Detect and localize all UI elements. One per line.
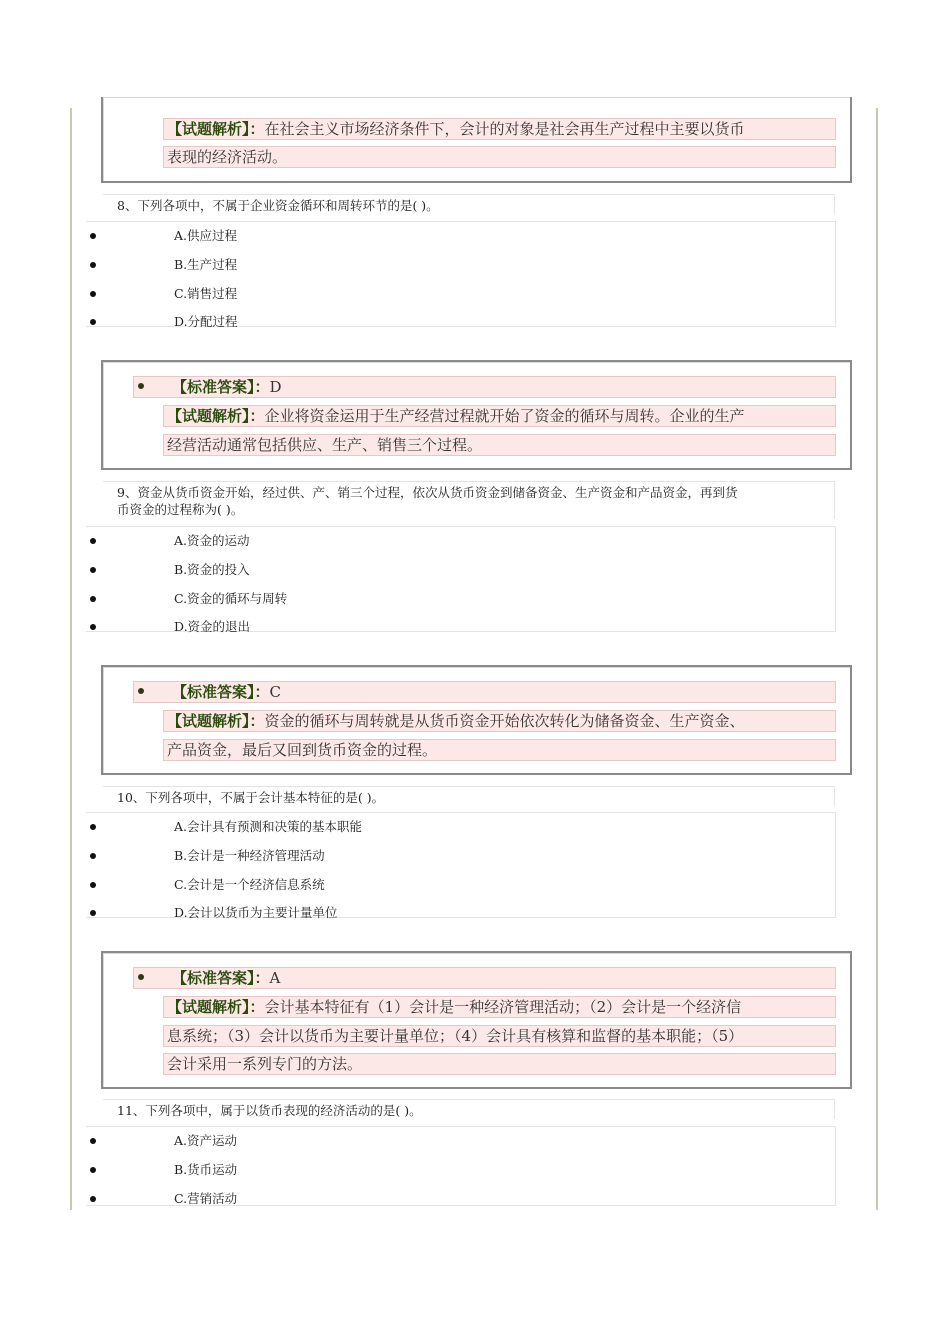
explanation-text: 产品资金，最后又回到货币资金的过程。	[167, 741, 438, 759]
label-colon: ：	[254, 683, 270, 701]
page-border-left	[70, 108, 72, 1210]
option-text: C.会计是一个经济信息系统	[174, 877, 325, 892]
bullet-icon	[90, 319, 96, 325]
question-title-line: 币资金的过程称为( )。	[117, 502, 244, 517]
option-text: B.生产过程	[174, 257, 238, 272]
option-text: C.营销活动	[174, 1191, 238, 1206]
explanation-line	[163, 118, 836, 140]
bullet-icon	[90, 1138, 96, 1144]
option-text: B.货币运动	[174, 1162, 238, 1177]
option-list	[86, 221, 836, 327]
bullet-icon	[90, 1196, 96, 1202]
option-text: A.资产运动	[174, 1133, 238, 1148]
bullet-icon	[138, 688, 144, 694]
option-text: A.供应过程	[174, 228, 238, 243]
option-text: C.销售过程	[174, 286, 238, 301]
question-title: 8、下列各项中，不属于企业资金循环和周转环节的是( )。	[103, 194, 835, 214]
bullet-icon	[90, 1167, 96, 1173]
option-list	[86, 812, 836, 918]
answer-label: 【标准答案】	[172, 969, 255, 987]
standard-answer-line	[133, 681, 836, 703]
label-colon: ：	[249, 120, 265, 138]
explanation-text: 企业将资金运用于生产经营过程就开始了资金的循环与周转。企业的生产	[264, 407, 745, 425]
answer-label: 【标准答案】	[172, 683, 255, 701]
option-text: D.资金的退出	[174, 619, 251, 634]
option-text: D.会计以货币为主要计量单位	[174, 905, 338, 920]
question-title: 11、下列各项中，属于以货币表现的经济活动的是( )。	[103, 1099, 835, 1119]
explanation-text: 资金的循环与周转就是从货币资金开始依次转化为储备资金、生产资金、	[264, 712, 745, 730]
answer-value: C	[269, 683, 282, 701]
option-text: A.会计具有预测和决策的基本职能	[174, 819, 363, 834]
question-title: 10、下列各项中，不属于会计基本特征的是( )。	[103, 786, 835, 806]
bullet-icon	[90, 262, 96, 268]
explanation-text: 会计采用一系列专门的方法。	[167, 1055, 363, 1073]
bullet-icon	[90, 624, 96, 630]
explanation-text: 在社会主义市场经济条件下，会计的对象是社会再生产过程中主要以货币	[264, 120, 745, 138]
explanation-label: 【试题解析】	[167, 120, 250, 138]
explanation-text: 会计基本特征有（1）会计是一种经济管理活动；（2）会计是一个经济信	[264, 998, 742, 1016]
explanation-line	[163, 434, 836, 456]
bullet-icon	[90, 853, 96, 859]
bullet-icon	[90, 882, 96, 888]
answer-value: A	[269, 969, 281, 987]
answer-label: 【标准答案】	[172, 378, 255, 396]
answer-value: D	[269, 378, 282, 396]
explanation-line	[163, 710, 836, 732]
question-title	[103, 481, 835, 519]
explanation-label: 【试题解析】	[167, 407, 250, 425]
answer-box-q7	[101, 97, 852, 183]
explanation-text: 息系统；（3）会计以货币为主要计量单位；（4）会计具有核算和监督的基本职能；（5）	[167, 1027, 744, 1045]
bullet-icon	[90, 596, 96, 602]
answer-box-q9	[101, 665, 852, 775]
explanation-label: 【试题解析】	[167, 712, 250, 730]
option-text: A.资金的运动	[174, 533, 250, 548]
option-text: B.资金的投入	[174, 562, 250, 577]
standard-answer-line	[133, 376, 836, 398]
option-list	[86, 526, 836, 632]
label-colon: ：	[249, 407, 265, 425]
label-colon: ：	[249, 712, 265, 730]
bullet-icon	[90, 538, 96, 544]
standard-answer-line	[133, 967, 836, 989]
label-colon: ：	[249, 998, 265, 1016]
option-text: C.资金的循环与周转	[174, 591, 288, 606]
bullet-icon	[90, 910, 96, 916]
answer-box-q10	[101, 951, 852, 1089]
question-title-line: 9、资金从货币资金开始，经过供、产、销三个过程，依次从货币资金到储备资金、生产资金和产品资金，再到货	[117, 485, 738, 500]
explanation-line	[163, 405, 836, 427]
explanation-line	[163, 1053, 836, 1075]
page-border-right	[876, 108, 878, 1210]
explanation-text: 经营活动通常包括供应、生产、销售三个过程。	[167, 436, 483, 454]
bullet-icon	[138, 974, 144, 980]
option-text: D.分配过程	[174, 314, 238, 329]
bullet-icon	[90, 233, 96, 239]
option-text: B.会计是一种经济管理活动	[174, 848, 325, 863]
bullet-icon	[90, 567, 96, 573]
explanation-line	[163, 146, 836, 168]
explanation-line	[163, 996, 836, 1018]
bullet-icon	[90, 824, 96, 830]
option-list	[86, 1126, 836, 1206]
bullet-icon	[90, 291, 96, 297]
label-colon: ：	[254, 969, 270, 987]
label-colon: ：	[254, 378, 270, 396]
explanation-text: 表现的经济活动。	[167, 148, 288, 166]
answer-box-q8	[101, 360, 852, 470]
explanation-label: 【试题解析】	[167, 998, 250, 1016]
explanation-line	[163, 739, 836, 761]
bullet-icon	[138, 383, 144, 389]
explanation-line	[163, 1025, 836, 1047]
